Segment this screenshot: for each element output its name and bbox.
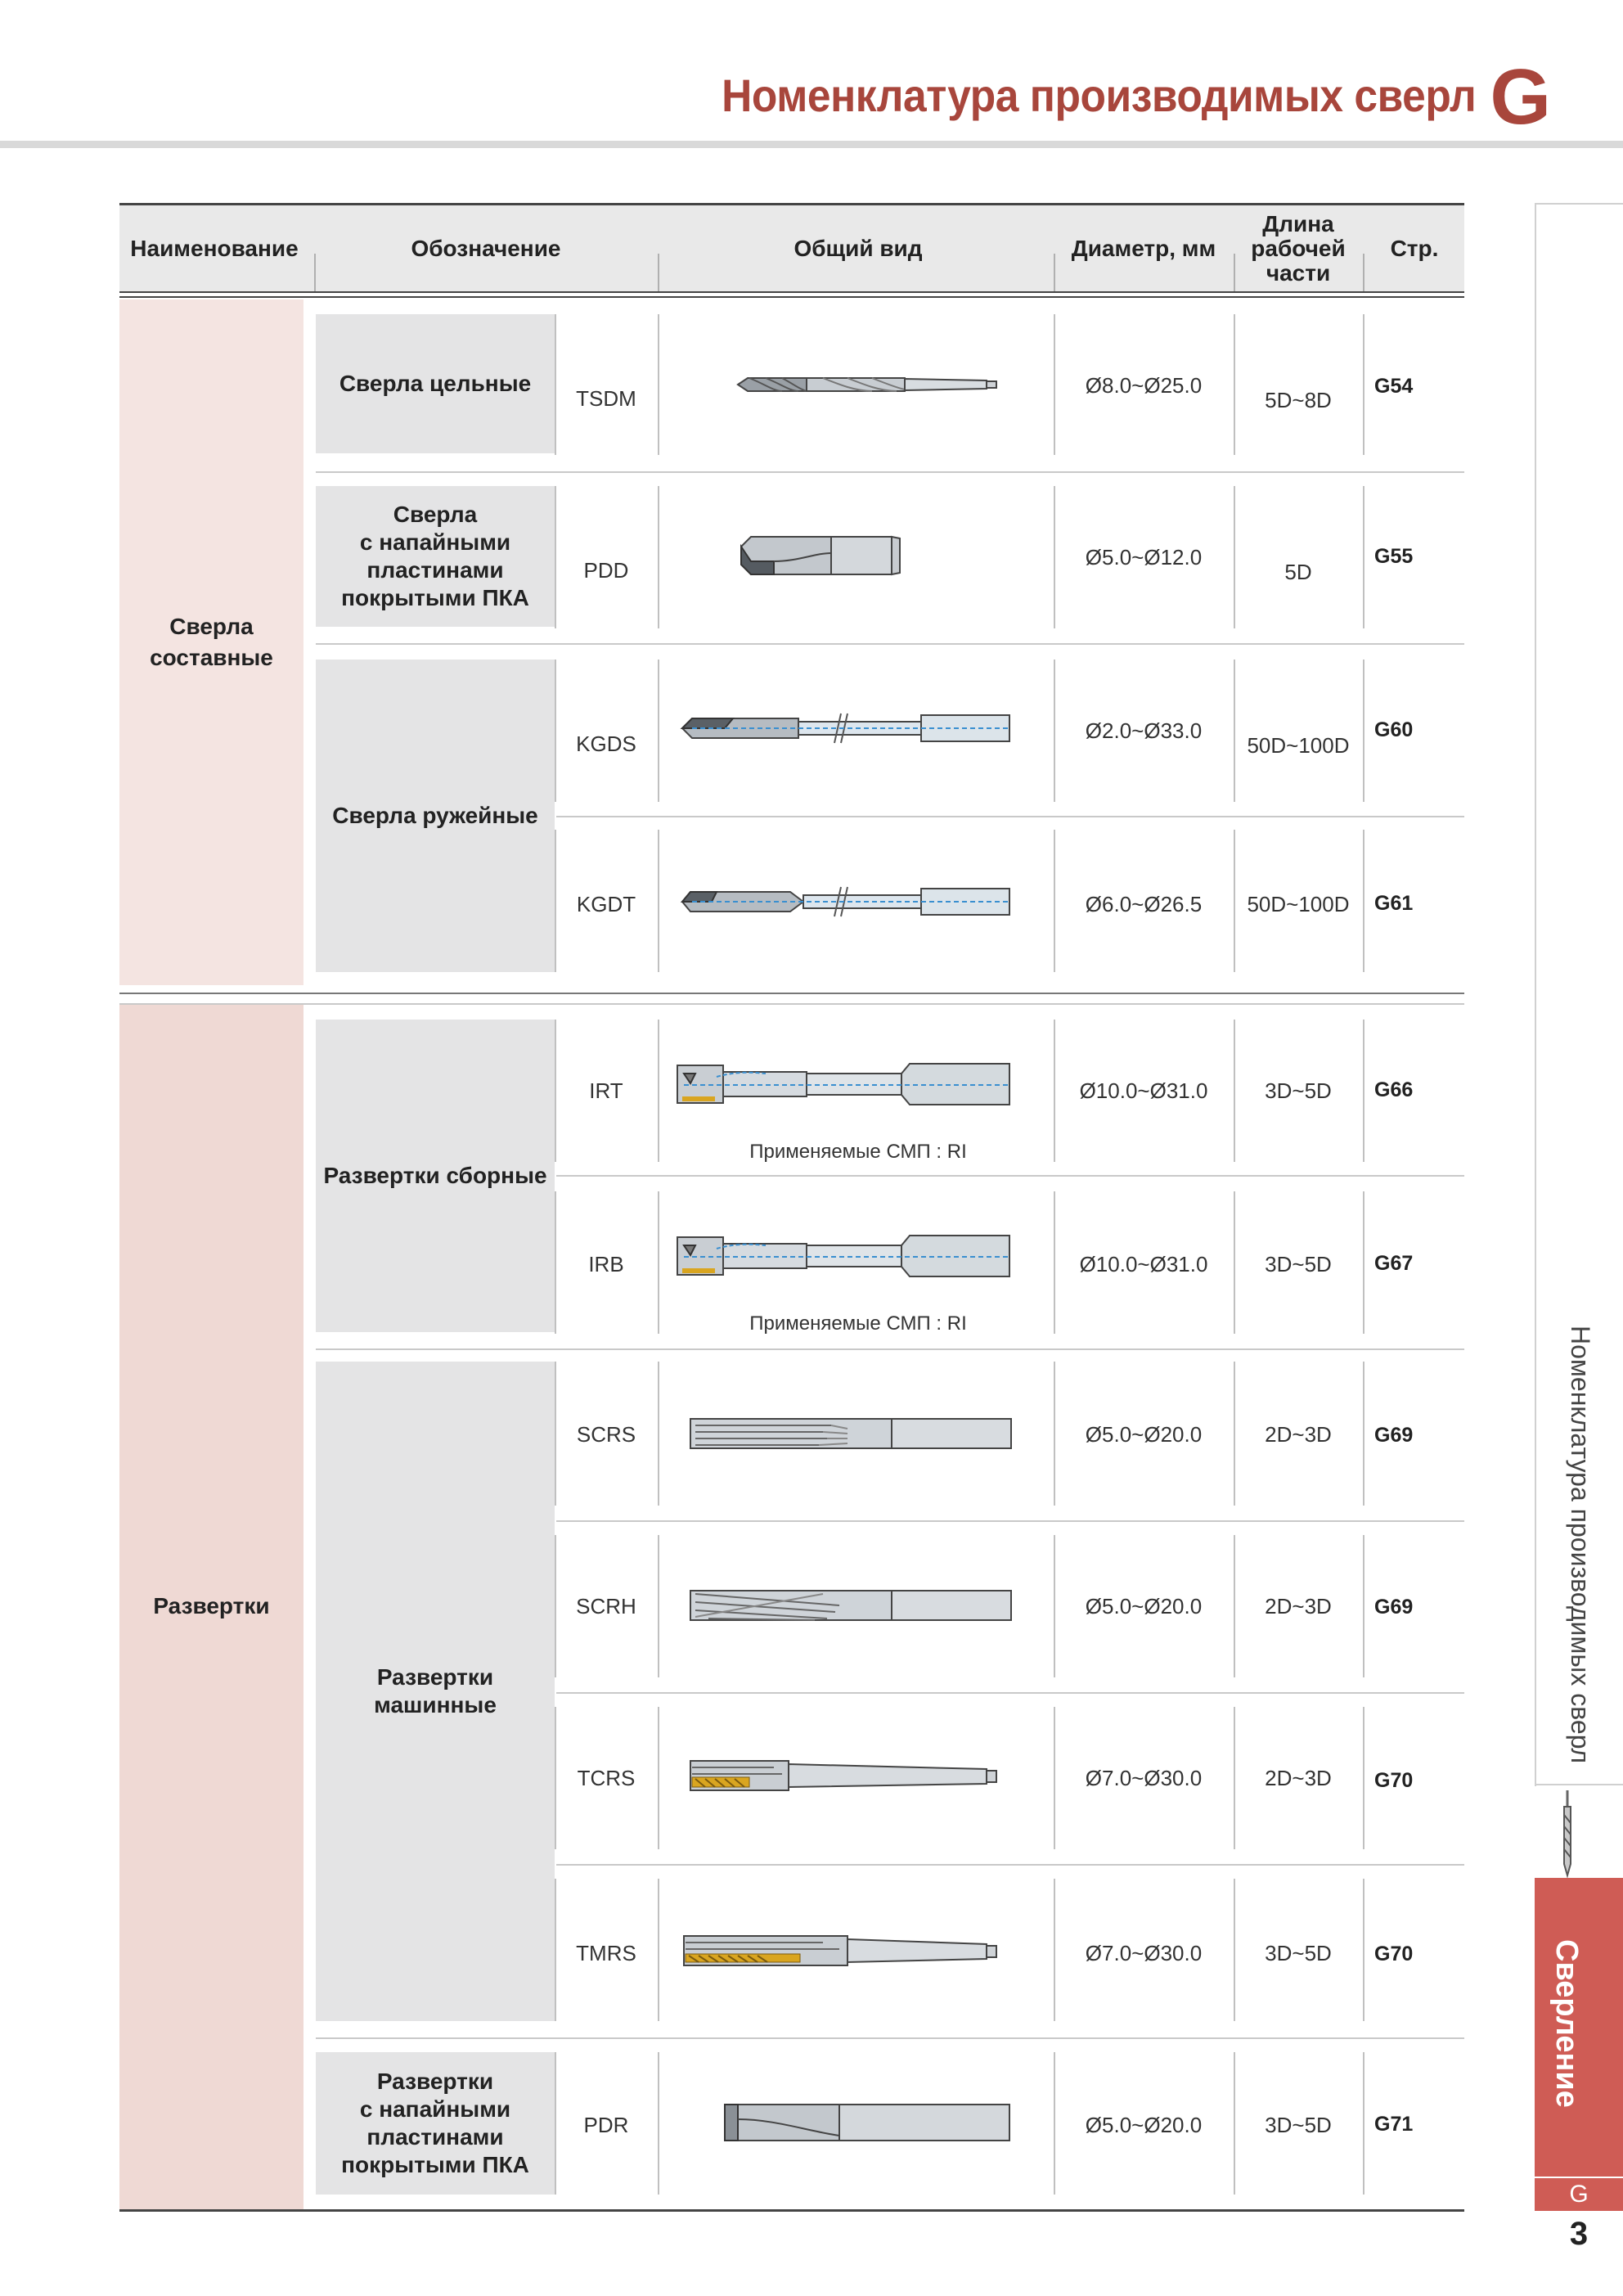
row-diameter: Ø10.0~Ø31.0 [1079, 1078, 1208, 1103]
subgroup-line: покрытыми ПКА [341, 2152, 529, 2177]
row-separator [556, 1692, 1464, 1694]
row-code: IRT [589, 1078, 623, 1103]
row-code: KGDT [576, 892, 636, 916]
group-label-reamers: Развертки [153, 1593, 270, 1618]
subgroup-line: Развертки [376, 1664, 494, 1690]
insert-note: Применяемые СМП : RI [749, 1312, 967, 1335]
header-view: Общий вид [794, 235, 923, 261]
row-length: 2D~3D [1265, 1766, 1332, 1790]
row-diameter: Ø5.0~Ø20.0 [1085, 1594, 1203, 1618]
row-length: 3D~5D [1265, 1078, 1332, 1103]
sidebar-line [1535, 203, 1536, 1786]
row-length: 50D~100D [1247, 733, 1350, 758]
row-page-ref[interactable]: G66 [1374, 1078, 1414, 1101]
subgroup-line: с напайными [359, 2096, 511, 2122]
row-length: 3D~5D [1265, 1941, 1332, 1965]
subgroup-line: с напайными [359, 529, 511, 555]
row-separator [556, 1864, 1464, 1866]
row-page-ref[interactable]: G67 [1374, 1252, 1414, 1275]
section-tab-label: Сверление [1549, 1939, 1584, 2108]
header-length-line: Длина [1262, 210, 1334, 236]
subgroup-line: пластинами [366, 2124, 504, 2150]
group-separator-line [119, 993, 1464, 994]
header-length-line: рабочей [1251, 235, 1346, 261]
row-diameter: Ø7.0~Ø30.0 [1085, 1941, 1203, 1965]
row-code: TCRS [577, 1766, 636, 1790]
header-length [1235, 205, 1361, 291]
header-name: Наименование [130, 235, 299, 261]
row-diameter: Ø2.0~Ø33.0 [1085, 718, 1203, 743]
header-length-line: части [1266, 259, 1331, 286]
row-page-ref[interactable]: G60 [1374, 718, 1414, 741]
row-code: KGDS [576, 732, 636, 756]
header-designation: Обозначение [411, 235, 561, 261]
row-length: 5D [1284, 560, 1312, 584]
group-label-drills [119, 299, 303, 985]
row-code: PDR [583, 2113, 629, 2137]
header-bottom-line [119, 291, 1464, 293]
column-separator [555, 314, 556, 455]
tool-drawing-tmrs [659, 1926, 1057, 1975]
row-code: IRB [588, 1252, 624, 1276]
subgroup-pcd-drills [316, 486, 555, 627]
tool-drawing-tcrs [659, 1751, 1057, 1800]
header-diameter: Диаметр, мм [1071, 235, 1216, 261]
row-separator [316, 643, 1464, 645]
row-separator [556, 1520, 1464, 1522]
column-separator [1234, 660, 1235, 802]
subgroup-solid-drills: Сверла цельные [339, 371, 532, 396]
column-separator [1234, 314, 1235, 455]
row-diameter: Ø5.0~Ø20.0 [1085, 1422, 1203, 1447]
page-number: 3 [1569, 2216, 1589, 2252]
section-tab-letter: G [1535, 2178, 1623, 2211]
row-code: TSDM [576, 386, 636, 411]
row-page-ref[interactable]: G55 [1374, 545, 1414, 568]
subgroup-line: Сверла [393, 502, 478, 527]
row-code: SCRS [576, 1422, 636, 1447]
row-length: 5D~8D [1265, 388, 1332, 412]
row-separator [316, 471, 1464, 473]
subgroup-gun-drills: Сверла ружейные [332, 803, 538, 828]
page-title: Номенклатура производимых сверл [721, 70, 1476, 121]
subgroup-machine-reamers [316, 1362, 555, 2021]
subgroup-assembled-reamers: Развертки сборные [323, 1163, 547, 1188]
sidebar-top-line [1535, 203, 1623, 205]
row-diameter: Ø8.0~Ø25.0 [1085, 373, 1203, 398]
tool-drawing-kgds [659, 705, 1057, 751]
row-code: PDD [583, 558, 629, 583]
column-separator [555, 486, 556, 628]
row-separator [119, 1003, 1464, 1005]
row-separator [556, 816, 1464, 817]
header-bottom-line [119, 296, 1464, 298]
row-page-ref[interactable]: G70 [1374, 1943, 1414, 1965]
row-length: 3D~5D [1265, 1252, 1332, 1276]
table-bottom-line [119, 2209, 1464, 2212]
group-label-line: составные [150, 645, 273, 670]
row-page-ref[interactable]: G61 [1374, 892, 1414, 915]
subgroup-line: машинные [374, 1692, 497, 1717]
row-diameter: Ø5.0~Ø12.0 [1085, 545, 1203, 569]
tool-drawing-irb [659, 1227, 1057, 1285]
row-diameter: Ø5.0~Ø20.0 [1085, 2113, 1203, 2137]
row-diameter: Ø7.0~Ø30.0 [1085, 1766, 1203, 1790]
tool-drawing-pdd [659, 529, 1057, 583]
row-separator [316, 2037, 1464, 2039]
subgroup-pcd-reamers [316, 2052, 555, 2195]
column-separator [555, 660, 556, 802]
subgroup-line: Развертки [376, 2069, 494, 2094]
tool-drawing-tsdm [659, 360, 1057, 409]
row-page-ref[interactable]: G54 [1374, 375, 1414, 398]
tool-drawing-pdr [659, 2098, 1057, 2147]
tool-drawing-scrh [659, 1581, 1057, 1630]
header-page: Стр. [1390, 235, 1439, 261]
row-separator [316, 1348, 1464, 1350]
tool-drawing-kgdt [659, 879, 1057, 925]
tool-drawing-irt [659, 1056, 1057, 1113]
row-length: 2D~3D [1265, 1422, 1332, 1447]
row-length: 50D~100D [1247, 892, 1350, 916]
subgroup-line: пластинами [366, 557, 504, 583]
column-separator [1234, 486, 1235, 628]
row-diameter: Ø6.0~Ø26.5 [1085, 892, 1203, 916]
row-diameter: Ø10.0~Ø31.0 [1079, 1252, 1208, 1276]
row-length: 3D~5D [1265, 2113, 1332, 2137]
row-code: TMRS [576, 1941, 636, 1965]
sidebar-vertical-title: Номенклатура производимых сверл [1566, 1326, 1595, 1764]
row-length: 2D~3D [1265, 1594, 1332, 1618]
row-page-ref[interactable]: G70 [1374, 1769, 1414, 1792]
title-rule [0, 141, 1623, 148]
subgroup-line: покрытыми ПКА [341, 585, 529, 610]
drill-icon [1559, 1790, 1576, 1879]
row-code: SCRH [576, 1594, 636, 1618]
row-page-ref[interactable]: G69 [1374, 1596, 1414, 1618]
row-page-ref[interactable]: G71 [1374, 2113, 1414, 2136]
tool-drawing-scrs [659, 1409, 1057, 1458]
row-page-ref[interactable]: G69 [1374, 1424, 1414, 1447]
section-letter: G [1490, 53, 1551, 141]
group-label-line: Сверла [169, 614, 254, 639]
insert-note: Применяемые СМП : RI [749, 1141, 967, 1163]
row-separator [556, 1175, 1464, 1177]
